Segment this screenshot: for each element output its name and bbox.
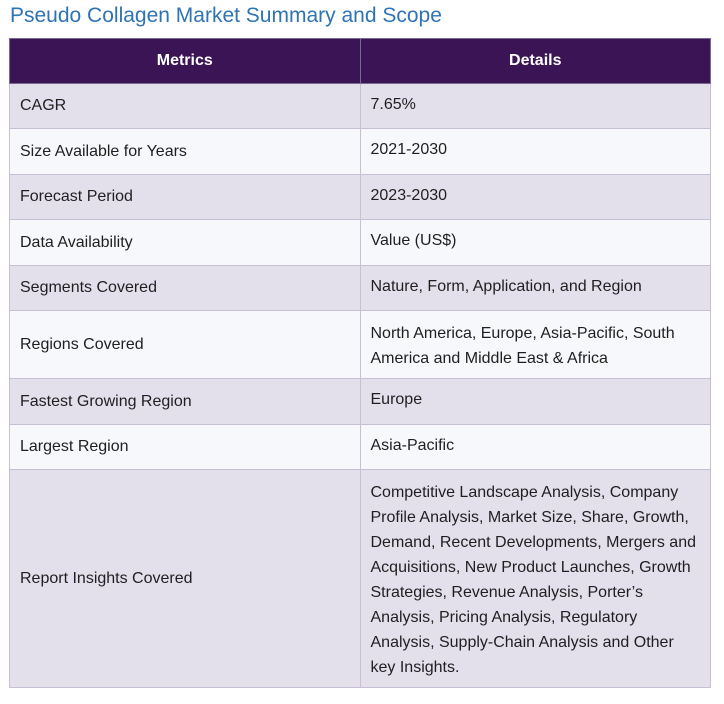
detail-cell: 2023-2030 — [360, 175, 711, 220]
table-row — [10, 220, 711, 266]
detail-cell: 2021-2030 — [360, 129, 711, 175]
detail-cell: Europe — [360, 379, 711, 425]
table-row — [10, 266, 711, 311]
table-row — [10, 175, 711, 220]
metric-cell: Size Available for Years — [10, 129, 361, 175]
table-header-row — [10, 39, 711, 84]
table-row — [10, 379, 711, 425]
detail-cell: North America, Europe, Asia-Pacific, South America and Middle East & Africa — [360, 311, 711, 379]
metric-cell: Data Availability — [10, 220, 361, 266]
metric-cell: Fastest Growing Region — [10, 379, 361, 425]
metric-cell: CAGR — [10, 84, 361, 129]
table-row — [10, 129, 711, 175]
metric-cell: Largest Region — [10, 425, 361, 470]
page-title: Pseudo Collagen Market Summary and Scope — [10, 4, 442, 27]
metric-cell: Report Insights Covered — [10, 470, 361, 688]
table-row — [10, 470, 711, 688]
detail-cell: Asia-Pacific — [360, 425, 711, 470]
metric-cell: Regions Covered — [10, 311, 361, 379]
table-row — [10, 84, 711, 129]
details-column-header: Details — [360, 39, 711, 84]
detail-cell: 7.65% — [360, 84, 711, 129]
table-row — [10, 311, 711, 379]
metrics-column-header: Metrics — [10, 39, 361, 84]
metric-cell: Segments Covered — [10, 266, 361, 311]
detail-cell: Value (US$) — [360, 220, 711, 266]
metric-cell: Forecast Period — [10, 175, 361, 220]
table-row — [10, 425, 711, 470]
detail-cell: Nature, Form, Application, and Region — [360, 266, 711, 311]
detail-cell: Competitive Landscape Analysis, Company Profile Analysis, Market Size, Share, Growth, Demand, Recent Developments, Mergers and Acquisitions, New Product Launches, Growth Strategies, Revenue Analysis, Porter’s Analysis, Pricing Analysis, Regulatory Analysis, Supply-Chain Analysis and Other key Insights. — [360, 470, 711, 688]
summary-table — [9, 38, 711, 688]
